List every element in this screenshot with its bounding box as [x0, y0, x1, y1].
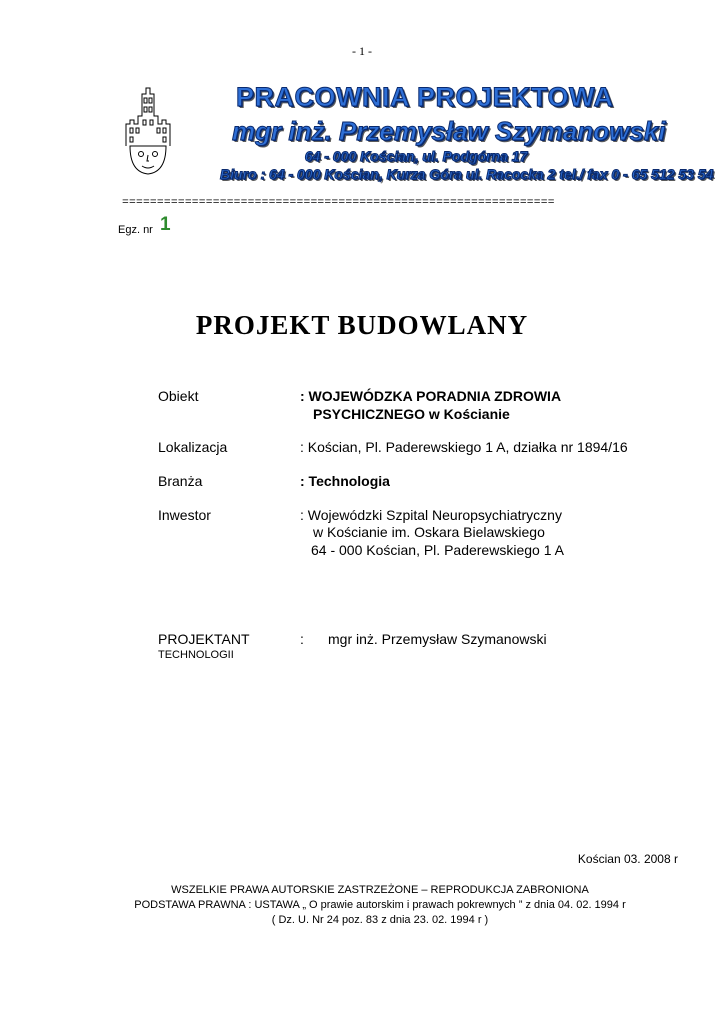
separator-rule: ==============================================================	[122, 197, 555, 209]
legal-reference: ( Dz. U. Nr 24 poz. 83 z dnia 23. 02. 1994 r )	[271, 914, 489, 926]
projektant-value: mgr inż. Przemysław Szymanowski	[328, 631, 547, 647]
copy-number: 1	[160, 214, 171, 235]
copy-label: Egz. nr	[118, 224, 153, 236]
inwestor-value-line1: : Wojewódzki Szpital Neuropsychiatryczny	[300, 507, 562, 523]
obiekt-value-line1: : WOJEWÓDZKA PORADNIA ZDROWIA	[300, 388, 562, 404]
lokalizacja-value: : Kościan, Pl. Paderewskiego 1 A, działka nr 1894/16	[300, 439, 628, 455]
obiekt-value-line2: PSYCHICZNEGO w Kościanie	[313, 406, 510, 422]
copyright-notice: WSZELKIE PRAWA AUTORSKIE ZASTRZEŻONE – REPRODUKCJA ZABRONIONA	[171, 884, 589, 896]
castle-tower-face-icon	[124, 86, 174, 178]
inwestor-value-line3: 64 - 000 Kościan, Pl. Paderewskiego 1 A	[311, 542, 564, 558]
projektant-sublabel: TECHNOLOGII	[158, 649, 234, 661]
inwestor-label: Inwestor	[158, 507, 211, 523]
document-date: Kościan 03. 2008 r	[577, 852, 678, 866]
document-title: PROJEKT BUDOWLANY	[195, 310, 529, 340]
inwestor-value-line2: w Kościanie im. Oskara Bielawskiego	[313, 524, 545, 540]
projektant-colon: :	[300, 631, 304, 647]
projektant-label: PROJEKTANT	[158, 631, 250, 647]
office-address: Biuro : 64 - 000 Kościan, Kurza Góra ul. Racocka 2 tel./ fax 0 - 65 512 53 54	[220, 166, 714, 182]
studio-name: PRACOWNIA PROJEKTOWA	[236, 82, 614, 112]
obiekt-label: Obiekt	[158, 388, 199, 404]
designer-name: mgr inż. Przemysław Szymanowski	[232, 116, 666, 146]
lokalizacja-label: Lokalizacja	[158, 439, 228, 455]
legal-basis: PODSTAWA PRAWNA : USTAWA „ O prawie autorskim i prawach pokrewnych ” z dnia 04. 02. 1994 r	[134, 899, 626, 911]
branza-label: Branża	[158, 473, 203, 489]
page-number: - 1 -	[352, 44, 372, 58]
studio-address: 64 - 000 Kościan, ul. Podgórna 17	[304, 148, 528, 164]
branza-value: : Technologia	[300, 473, 390, 489]
